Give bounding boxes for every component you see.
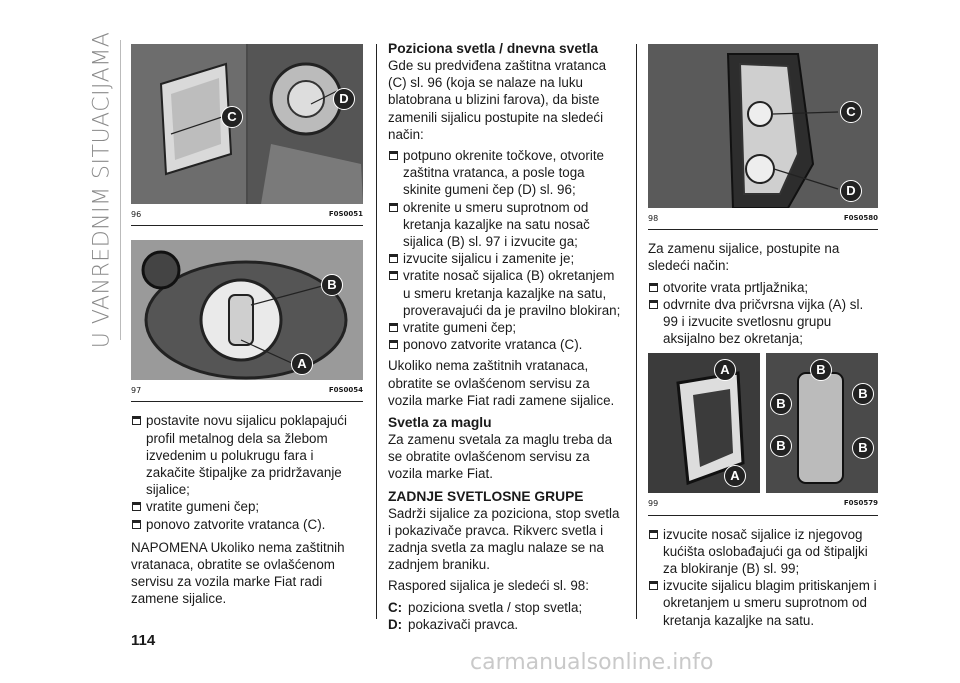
callout-b: B <box>852 437 874 459</box>
list-item: izvucite sijalicu blagim pritiskanjem i okretanjem u smeru suprotnom od kretanja kazaljke na satu. <box>648 577 878 629</box>
callout-c: C <box>840 101 862 123</box>
figure-97 <box>131 240 363 380</box>
bullet-icon <box>649 300 658 309</box>
list-item: otvorite vrata prtljažnika; <box>648 279 878 296</box>
side-rule <box>120 40 121 340</box>
section-side-title: U VANREDNIM SITUACIJAMA <box>89 31 115 349</box>
bullet-icon <box>649 581 658 590</box>
bullet-icon <box>649 530 658 539</box>
figure-98-caption: 98 F0S0580 <box>648 210 878 230</box>
paragraph: Sadrži sijalice za poziciona, stop svetla i pokazivače pravca. Rikverc svetla i zadnja svetla za maglu nalaze se na zadnjem braniku. <box>388 505 620 573</box>
column-divider <box>376 44 377 619</box>
list-item: ponovo zatvorite vratanca (C). <box>131 516 363 533</box>
list-item: odvrnite dva pričvrsna vijka (A) sl. 99 i izvucite svetlosnu grupu aksijalno bez okretanja; <box>648 296 878 348</box>
bullet-icon <box>132 520 141 529</box>
paragraph: Raspored sijalica je sledeći sl. 98: <box>388 578 589 594</box>
callout-d: D <box>333 88 355 110</box>
bullet-icon <box>389 340 398 349</box>
figure-96-illustration <box>131 44 363 204</box>
col3-steps <box>648 526 878 629</box>
list-item: potpuno okrenite točkove, otvorite zaštitna vratanca, a posle toga skinite gumeni čep (D) sl. 96; <box>388 147 624 199</box>
bullet-icon <box>389 271 398 280</box>
figure-96-caption: 96 F0S0051 <box>131 206 363 226</box>
callout-b: B <box>770 435 792 457</box>
bullet-icon <box>132 416 141 425</box>
list-item: vratite gumeni čep; <box>131 498 363 515</box>
bullet-icon <box>132 502 141 511</box>
figure-99 <box>648 353 878 493</box>
figure-97-caption: 97 F0S0054 <box>131 382 363 402</box>
list-item: vratite nosač sijalica (B) okretanjem u smeru kretanja kazaljke na satu, proveravajući da je pravilno blokiran; <box>388 267 624 319</box>
paragraph: Za zamenu sijalice, postupite na sledeći način: <box>648 241 840 274</box>
bullet-icon <box>389 323 398 332</box>
page-number: 114 <box>131 632 156 649</box>
callout-a: A <box>724 465 746 487</box>
list-item: okrenite u smeru suprotnom od kretanja kazaljke na satu nosač sijalica (B) sl. 97 i izvucite ga; <box>388 199 624 251</box>
col1-steps <box>131 412 363 532</box>
figure-98 <box>648 44 878 208</box>
legend-item: D: pokazivači pravca. <box>388 616 519 632</box>
column-1 <box>131 44 363 612</box>
figure-99-caption: 99 F0S0579 <box>648 495 878 515</box>
column-divider <box>636 44 637 619</box>
column-3 <box>648 44 878 629</box>
heading-fog-lights: Svetla za maglu <box>388 415 492 431</box>
paragraph: Gde su predviđena zaštitna vratanca (C) sl. 96 (koja se nalaze na luku blatobrana u blizini farova), da biste zamenili sijalicu postupite na sledeći način: <box>388 58 607 142</box>
paragraph: Ukoliko nema zaštitnih vratanaca, obratite se ovlašćenom servisu za vozila marke Fiat radi zamene sijalice. <box>388 358 615 408</box>
legend-item: C: poziciona svetla / stop svetla; <box>388 599 583 615</box>
bullet-icon <box>649 283 658 292</box>
callout-b: B <box>852 383 874 405</box>
bullet-icon <box>389 254 398 263</box>
figure-97-illustration <box>131 240 363 380</box>
list-item: vratite gumeni čep; <box>388 319 624 336</box>
list-item: izvucite nosač sijalice iz njegovog kućišta oslobađajući ga od štipaljki za blokiranje (B) sl. 99; <box>648 526 878 578</box>
callout-b: B <box>321 274 343 296</box>
bullet-icon <box>389 203 398 212</box>
callout-c: C <box>221 106 243 128</box>
heading-rear-lights: ZADNJE SVETLOSNE GRUPE <box>388 488 584 504</box>
callout-a: A <box>714 359 736 381</box>
callout-b: B <box>770 393 792 415</box>
figure-99-illustration <box>648 353 878 493</box>
callout-d: D <box>840 180 862 202</box>
list-item: postavite novu sijalicu poklapajući profil metalnog dela sa žlebom izvedenim u polukrugu fara i zakačite štipaljke za pridržavanje sijalice; <box>131 412 363 498</box>
list-item: izvucite sijalicu i zamenite je; <box>388 250 624 267</box>
callout-b: B <box>810 359 832 381</box>
heading-position-lights: Poziciona svetla / dnevna svetla <box>388 41 599 56</box>
figure-96 <box>131 44 363 204</box>
list-item: ponovo zatvorite vratanca (C). <box>388 336 624 353</box>
paragraph: Za zamenu svetala za maglu treba da se obratite ovlašćenom servisu za vozila marke Fiat. <box>388 432 613 482</box>
watermark: carmanualsonline.info <box>470 650 714 675</box>
note: NAPOMENA Ukoliko nema zaštitnih vratanaca, obratite se ovlašćenom servisu za vozila marke Fiat radi zamene sijalice. <box>131 539 345 607</box>
column-2 <box>388 40 624 633</box>
callout-a: A <box>291 353 313 375</box>
bullet-icon <box>389 151 398 160</box>
